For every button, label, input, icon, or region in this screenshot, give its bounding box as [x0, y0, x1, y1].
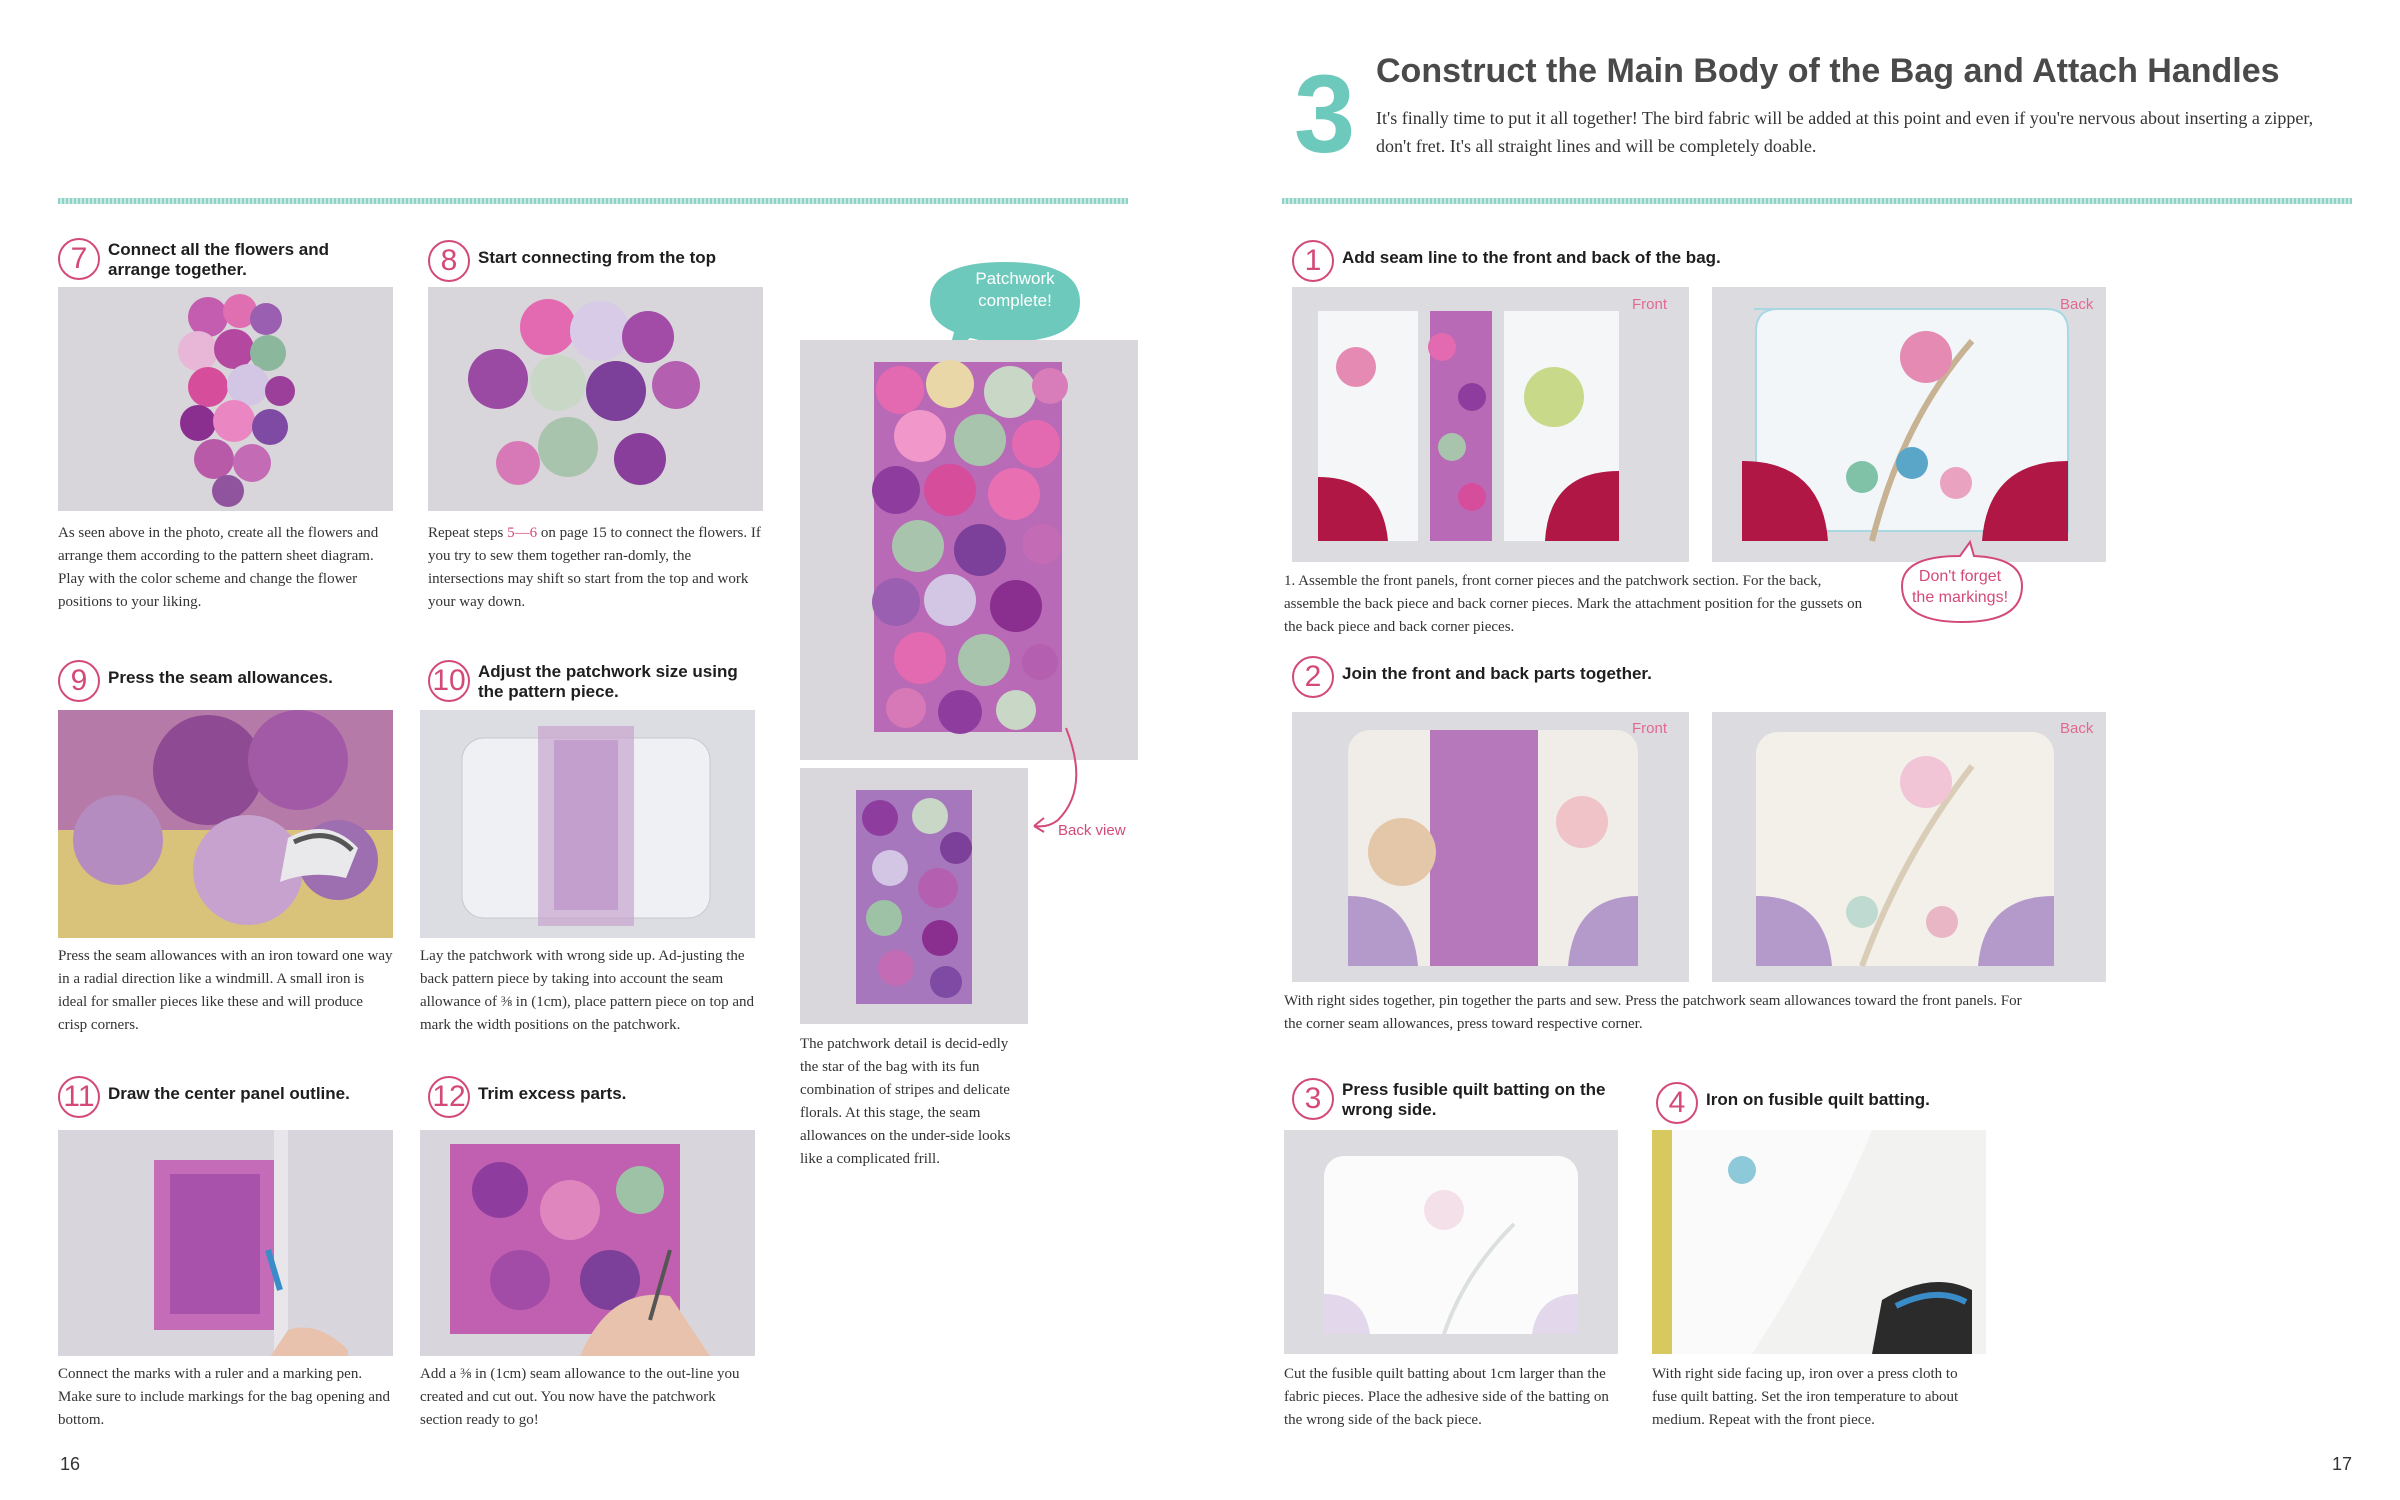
- step-title: Draw the center panel outline.: [108, 1084, 350, 1103]
- photo-step-4: [1652, 1130, 1986, 1354]
- step-10-heading: [428, 660, 758, 702]
- photo-patchwork-complete: [800, 340, 1138, 760]
- step-12-caption: Add a ⅜ in (1cm) seam allowance to the out-line you created and cut out. You now have the patchwork section ready to go!: [420, 1366, 740, 1428]
- step-number: 12: [428, 1076, 470, 1118]
- step-title: Adjust the patchwork size using the pattern piece.: [478, 662, 738, 701]
- note-bubble-text: Don't forget the markings!: [1911, 568, 2009, 606]
- step-title: Press the seam allowances.: [108, 668, 333, 687]
- label-front: Front: [1632, 296, 1668, 313]
- page-number-left: 16: [60, 1454, 81, 1474]
- label-front-2: Front: [1632, 720, 1668, 737]
- step-reference-link[interactable]: 5—6: [507, 525, 538, 541]
- step-3-heading: [1292, 1078, 1622, 1120]
- divider-left: [58, 198, 1128, 204]
- step-number: 11: [58, 1076, 100, 1118]
- section-intro: It's finally time to put it all together! The bird fabric will be added at this point and even if you're nervous about inserting a zipper, don't fret. It's all straight lines and will be completely doable.: [1376, 108, 2314, 156]
- step-title: Add seam line to the front and back of the bag.: [1342, 248, 1721, 267]
- back-view-label: Back view: [1058, 822, 1126, 839]
- photo-step-11: [58, 1130, 393, 1356]
- step-title: Connect all the flowers and arrange together.: [108, 240, 330, 279]
- photo-step-12: [420, 1130, 755, 1356]
- caption-text: Repeat steps: [428, 525, 508, 541]
- caption-text: on page 15 to connect the flowers. If you try to sew them together ran-domly, the intersections may shift so start from the top and work your way down.: [428, 525, 761, 610]
- photo-step-1-back: [1712, 287, 2106, 562]
- step-number: 3: [1292, 1078, 1334, 1120]
- step-8-heading: [428, 240, 758, 282]
- photo-step-9: [58, 710, 393, 938]
- step-12-heading: [428, 1076, 758, 1118]
- step-3-caption: Cut the fusible quilt batting about 1cm larger than the fabric pieces. Place the adhesive side of the batting on the wrong side of the back piece.: [1284, 1366, 1609, 1428]
- step-title: Start connecting from the top: [478, 248, 716, 267]
- section-title: Construct the Main Body of the Bag and Attach Handles: [1376, 52, 2280, 90]
- step-number: 1: [1292, 240, 1334, 282]
- photo-step-3: [1284, 1130, 1618, 1354]
- step-11-heading: [58, 1076, 388, 1118]
- step-4-heading: [1656, 1082, 1986, 1124]
- photo-step-10: [420, 710, 755, 938]
- step-number: 7: [58, 238, 100, 280]
- step-number: 10: [428, 660, 470, 702]
- step-title: Join the front and back parts together.: [1342, 664, 1652, 683]
- step-8-caption: [428, 522, 763, 614]
- step-number: 4: [1656, 1082, 1698, 1124]
- section-number: 3: [1294, 53, 1356, 176]
- step-11-caption: Connect the marks with a ruler and a marking pen. Make sure to include markings for the bag opening and bottom.: [58, 1366, 390, 1428]
- label-back-2: Back: [2060, 720, 2094, 737]
- step-9-heading: [58, 660, 388, 702]
- label-back: Back: [2060, 296, 2094, 313]
- photo-step-8: [428, 287, 763, 511]
- step-title: Trim excess parts.: [478, 1084, 627, 1103]
- step-number: 8: [428, 240, 470, 282]
- step-2-caption: With right sides together, pin together the parts and sew. Press the patchwork seam allowances toward the front panels. For the corner seam allowances, press toward respective corner.: [1284, 993, 2022, 1032]
- photo-step-7: [58, 287, 393, 511]
- feature-caption: The patchwork detail is decid-edly the star of the bag with its fun combination of stripes and delicate florals. At this stage, the seam allowances on the under-side looks like a complicated frill.: [800, 1036, 1011, 1167]
- photo-back-view: [800, 768, 1028, 1024]
- step-4-caption: With right side facing up, iron over a press cloth to fuse quilt batting. Set the iron temperature to about medium. Repeat with the front piece.: [1652, 1366, 1959, 1428]
- step-7-caption: As seen above in the photo, create all the flowers and arrange them according to the pattern sheet diagram. Play with the color scheme and change the flower positions to your liking.: [58, 525, 379, 610]
- photo-step-2-back: [1712, 712, 2106, 982]
- divider-right: [1282, 198, 2352, 204]
- step-7-heading: [58, 238, 358, 280]
- photo-step-2-front: [1292, 712, 1689, 982]
- step-10-caption: Lay the patchwork with wrong side up. Ad-justing the back pattern piece by taking into account the seam allowance of ⅜ in (1cm), place pattern piece on top and mark the width positions on the patchwork.: [420, 948, 755, 1033]
- step-9-caption: Press the seam allowances with an iron toward one way in a radial direction like a windmill. A small iron is ideal for smaller pieces like these and will produce crisp corners.: [58, 948, 393, 1033]
- photo-step-1-front: [1292, 287, 1689, 562]
- step-1-caption: 1. Assemble the front panels, front corner pieces and the patchwork section. For the back, assemble the back piece and back corner pieces. Mark the attachment position for the gussets on the back piece and back corner pieces.: [1284, 573, 1863, 635]
- page-number-right: 17: [2332, 1454, 2353, 1474]
- step-title: Iron on fusible quilt batting.: [1706, 1090, 1930, 1109]
- step-number: 9: [58, 660, 100, 702]
- step-2-heading: [1292, 656, 1992, 698]
- step-1-heading: [1292, 240, 1992, 282]
- step-title: Press fusible quilt batting on the wrong side.: [1342, 1080, 1606, 1119]
- speech-bubble-text: Patchwork complete!: [975, 269, 1055, 310]
- step-number: 2: [1292, 656, 1334, 698]
